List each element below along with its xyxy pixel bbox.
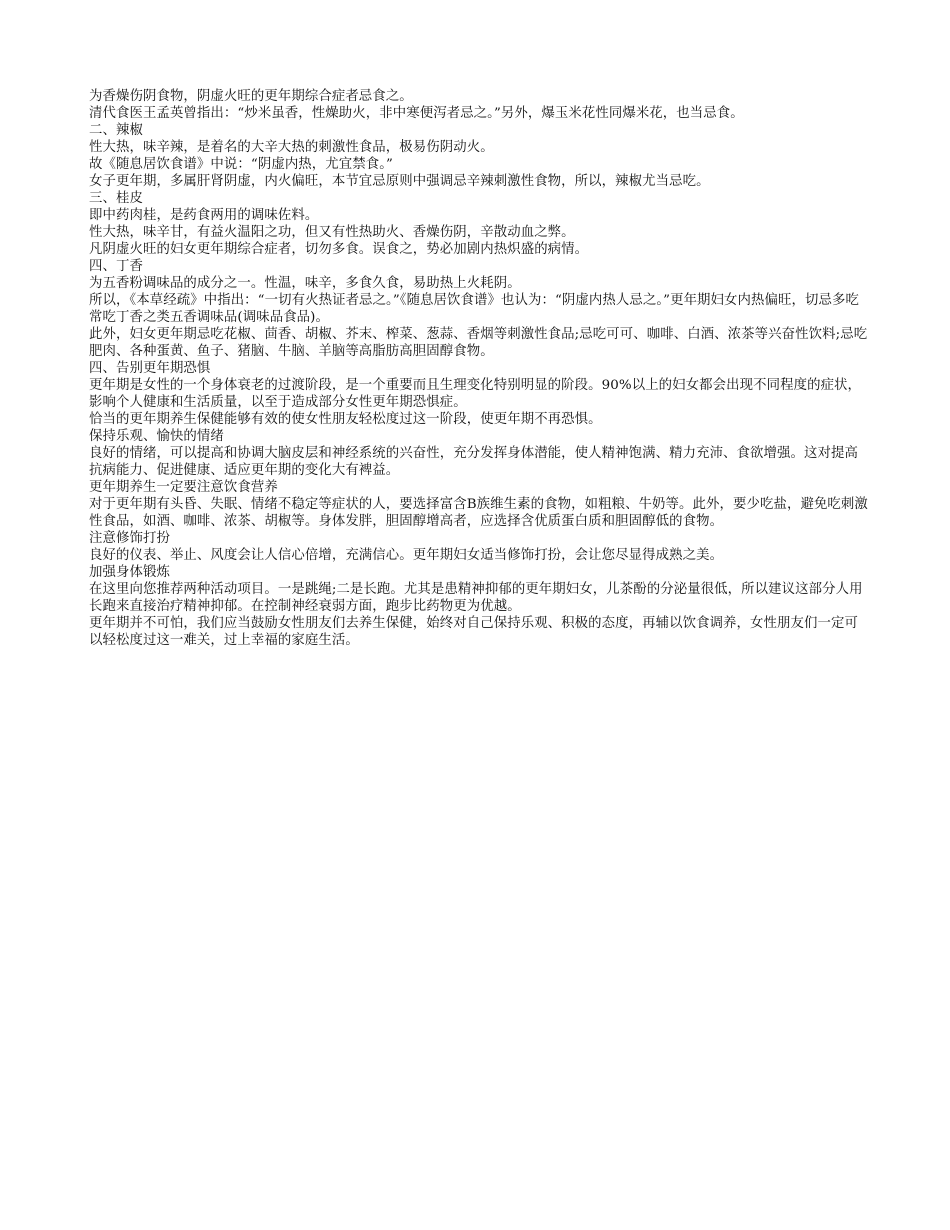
- paragraph: 故《随息居饮食谱》中说：“阴虚内热，尤宜禁食。”: [89, 157, 393, 172]
- section-heading: 加强身体锻炼: [89, 565, 170, 580]
- paragraph: 良好的仪表、举止、风度会让人信心倍增，充满信心。更年期妇女适当修饰打扮，会让您尽显得成熟之美。: [89, 548, 724, 563]
- paragraph: 女子更年期，多属肝肾阴虚，内火偏旺，本节宜忌原则中强调忌辛辣刺激性食物，所以，辣椒尤当忌吃。: [89, 174, 710, 189]
- section-heading: 注意修饰打扮: [89, 531, 170, 546]
- paragraph: 性大热，味辛甘，有益火温阳之功，但又有性热助火、香燥伤阴，辛散动血之弊。: [89, 225, 575, 240]
- paragraph: 此外，妇女更年期忌吃花椒、茴香、胡椒、芥末、榨菜、葱蒜、香烟等刺激性食品;忌吃可可、咖啡、白酒、浓茶等兴奋性饮料;忌吃肥肉、各种蛋黄、鱼子、猪脑、牛脑、羊脑等高脂肪高胆固醇食物。: [89, 327, 868, 359]
- section-heading: 四、告别更年期恐惧: [89, 361, 211, 376]
- paragraph: 清代食医王孟英曾指出：“炒米虽香，性燥助火，非中寒便泻者忌之。”另外，爆玉米花性同爆米花，也当忌食。: [89, 106, 744, 121]
- paragraph: 所以，《本草经疏》中指出：“一切有火热证者忌之。”《随息居饮食谱》也认为：“阴虚内热人忌之。”更年期妇女内热偏旺，切忌多吃常吃丁香之类五香调味品(调味品食品)。: [89, 293, 859, 325]
- paragraph: 凡阴虚火旺的妇女更年期综合症者，切勿多食。误食之，势必加剧内热炽盛的病情。: [89, 242, 589, 257]
- paragraph: 为香燥伤阴食物，阴虚火旺的更年期综合症者忌食之。: [89, 89, 413, 104]
- paragraph: 恰当的更年期养生保健能够有效的使女性朋友轻松度过这一阶段，使更年期不再恐惧。: [89, 412, 602, 427]
- document-body: [89, 88, 869, 649]
- paragraph: 性大热，味辛辣，是着名的大辛大热的刺激性食品，极易伤阴动火。: [89, 140, 494, 155]
- paragraph: 对于更年期有头昏、失眠、情绪不稳定等症状的人，要选择富含B族维生素的食物，如粗粮、牛奶等。此外，要少吃盐，避免吃刺激性食品，如酒、咖啡、浓茶、胡椒等。身体发胖，胆固醇增高者，应选择含优质蛋白质和胆固醇低的食物。: [89, 497, 868, 529]
- section-heading: 更年期养生一定要注意饮食营养: [89, 480, 278, 495]
- section-heading: 四、丁香: [89, 259, 143, 274]
- paragraph: 在这里向您推荐两种活动项目。一是跳绳;二是长跑。尤其是患精神抑郁的更年期妇女，儿茶酚的分泌量很低，所以建议这部分人用长跑来直接治疗精神抑郁。在控制神经衰弱方面，跑步比药物更为优越。: [89, 582, 863, 614]
- section-heading: 三、桂皮: [89, 191, 143, 206]
- section-heading: 保持乐观、愉快的情绪: [89, 429, 224, 444]
- paragraph: 为五香粉调味品的成分之一。性温，味辛，多食久食，易助热上火耗阴。: [89, 276, 521, 291]
- paragraph: 良好的情绪，可以提高和协调大脑皮层和神经系统的兴奋性，充分发挥身体潜能，使人精神饱满、精力充沛、食欲增强。这对提高抗病能力、促进健康、适应更年期的变化大有裨益。: [89, 446, 858, 478]
- paragraph: 更年期并不可怕，我们应当鼓励女性朋友们去养生保健，始终对自己保持乐观、积极的态度，再辅以饮食调养，女性朋友们一定可以轻松度过这一难关，过上幸福的家庭生活。: [89, 616, 858, 648]
- paragraph: 即中药肉桂，是药食两用的调味佐料。: [89, 208, 319, 223]
- paragraph: 更年期是女性的一个身体衰老的过渡阶段，是一个重要而且生理变化特别明显的阶段。90%以上的妇女都会出现不同程度的症状，影响个人健康和生活质量，以至于造成部分女性更年期恐惧症。: [89, 378, 862, 410]
- section-heading: 二、辣椒: [89, 123, 143, 138]
